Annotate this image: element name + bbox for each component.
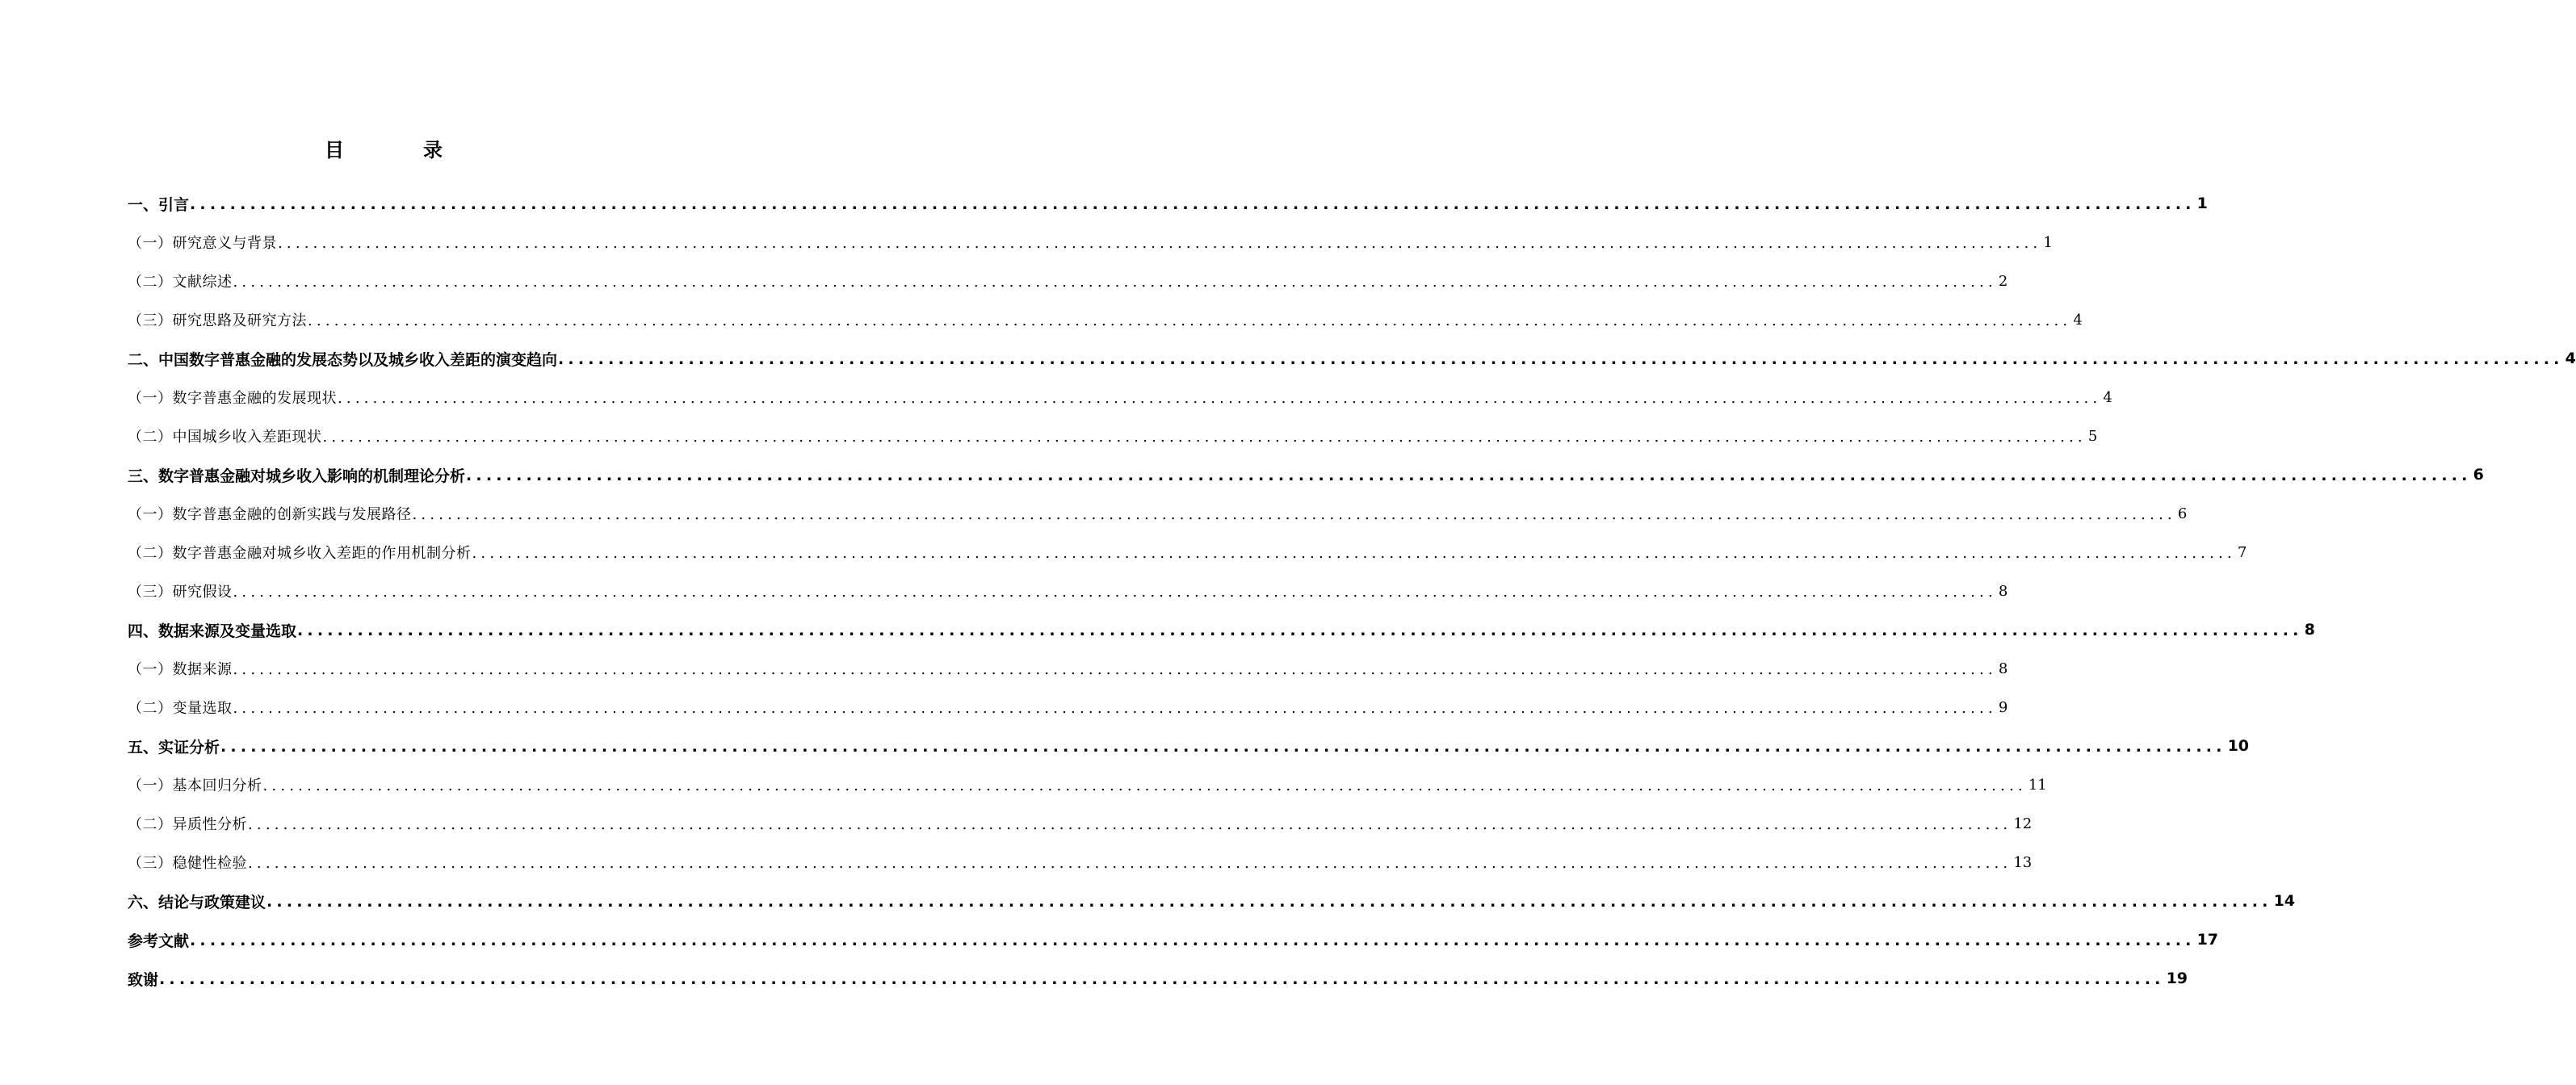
toc-entry-page: 11 bbox=[2028, 776, 2047, 794]
dot-leader: ........................................................................................................................................................................................................ bbox=[248, 854, 2012, 872]
toc-entry-page: 6 bbox=[2473, 466, 2484, 484]
dot-leader: ........................................................................................................................................................................................................ bbox=[262, 777, 2027, 794]
toc-title-part1: 目 bbox=[325, 139, 344, 161]
toc-entry-1[interactable] bbox=[128, 184, 2208, 223]
toc-entry-label: 四、数据来源及变量选取 bbox=[128, 622, 297, 640]
dot-leader: ........................................................................................................................................................................................................ bbox=[233, 660, 1997, 678]
toc-entry-label: 参考文献 bbox=[128, 932, 190, 950]
toc-entry-page: 2 bbox=[1998, 272, 2008, 290]
table-of-contents bbox=[128, 184, 2576, 998]
dot-leader: ........................................................................................................................................................................................................ bbox=[338, 389, 2102, 407]
toc-entry-page: 12 bbox=[2013, 815, 2033, 832]
toc-entry-page: 8 bbox=[1998, 660, 2008, 677]
toc-entry-5-2[interactable] bbox=[128, 804, 2033, 843]
toc-entry-label: 六、结论与政策建议 bbox=[128, 893, 266, 911]
toc-entry-label: 二、中国数字普惠金融的发展态势以及城乡收入差距的演变趋向 bbox=[128, 350, 558, 369]
toc-entry-2-2[interactable] bbox=[128, 417, 2098, 455]
toc-entry-2[interactable] bbox=[128, 339, 2576, 378]
toc-entry-3[interactable] bbox=[128, 455, 2484, 494]
toc-entry-label: （二）文献综述 bbox=[128, 274, 233, 291]
toc-entry-1-1[interactable] bbox=[128, 223, 2053, 262]
toc-entry-1-3[interactable] bbox=[128, 300, 2083, 339]
toc-entry-label: 五、实证分析 bbox=[128, 738, 220, 756]
toc-entry-label: 致谢 bbox=[128, 970, 159, 989]
dot-leader: ........................................................................................................................................................................................................ bbox=[266, 893, 2272, 911]
dot-leader: ........................................................................................................................................................................................................ bbox=[233, 699, 1997, 717]
dot-leader: ........................................................................................................................................................................................................ bbox=[558, 350, 2564, 368]
toc-entry-page: 8 bbox=[1998, 582, 2008, 600]
toc-entry-page: 1 bbox=[2196, 195, 2208, 212]
toc-entry-label: （三）研究假设 bbox=[128, 584, 233, 601]
toc-entry-label: （二）异质性分析 bbox=[128, 816, 247, 833]
dot-leader: ........................................................................................................................................................................................................ bbox=[412, 505, 2176, 523]
toc-entry-3-2[interactable] bbox=[128, 533, 2247, 572]
toc-entry-3-3[interactable] bbox=[128, 572, 2008, 610]
toc-entry-page: 10 bbox=[2227, 737, 2250, 755]
toc-entry-page: 9 bbox=[1998, 698, 2008, 716]
dot-leader: ........................................................................................................................................................................................................ bbox=[190, 195, 2196, 213]
toc-entry-4-2[interactable] bbox=[128, 688, 2008, 727]
toc-entry-1-2[interactable] bbox=[128, 262, 2008, 300]
dot-leader: ........................................................................................................................................................................................................ bbox=[159, 970, 2165, 988]
toc-entry-acknowledgements[interactable] bbox=[128, 959, 2188, 998]
toc-entry-page: 7 bbox=[2237, 543, 2247, 561]
toc-entry-label: （三）研究思路及研究方法 bbox=[128, 312, 307, 329]
toc-entry-label: 一、引言 bbox=[128, 195, 190, 214]
toc-entry-page: 4 bbox=[2073, 311, 2083, 329]
toc-entry-references[interactable] bbox=[128, 920, 2219, 959]
toc-entry-label: （三）稳健性检验 bbox=[128, 855, 247, 872]
toc-entry-page: 19 bbox=[2166, 970, 2188, 987]
toc-entry-5-1[interactable] bbox=[128, 765, 2047, 804]
dot-leader: ........................................................................................................................................................................................................ bbox=[233, 273, 1997, 291]
toc-title-part2: 录 bbox=[423, 139, 443, 161]
toc-entry-page: 8 bbox=[2304, 621, 2315, 639]
toc-entry-label: （一）研究意义与背景 bbox=[128, 235, 277, 252]
toc-entry-5[interactable] bbox=[128, 727, 2250, 765]
toc-entry-label: （二）中国城乡收入差距现状 bbox=[128, 429, 322, 446]
toc-entry-label: （二）变量选取 bbox=[128, 700, 233, 717]
toc-entry-label: （一）数字普惠金融的发展现状 bbox=[128, 390, 337, 407]
dot-leader: ........................................................................................................................................................................................................ bbox=[278, 234, 2042, 252]
toc-entry-page: 5 bbox=[2087, 427, 2098, 445]
toc-entry-label: （一）数据来源 bbox=[128, 661, 233, 678]
dot-leader: ........................................................................................................................................................................................................ bbox=[322, 428, 2087, 446]
dot-leader: ........................................................................................................................................................................................................ bbox=[466, 467, 2472, 484]
dot-leader: ........................................................................................................................................................................................................ bbox=[472, 544, 2236, 562]
toc-entry-4[interactable] bbox=[128, 610, 2315, 649]
toc-entry-label: （二）数字普惠金融对城乡收入差距的作用机制分析 bbox=[128, 545, 472, 562]
toc-entry-3-1[interactable] bbox=[128, 494, 2188, 533]
toc-title bbox=[0, 136, 767, 165]
dot-leader: ........................................................................................................................................................................................................ bbox=[297, 622, 2303, 639]
dot-leader: ........................................................................................................................................................................................................ bbox=[308, 312, 2072, 329]
toc-entry-page: 17 bbox=[2196, 931, 2219, 949]
toc-entry-label: （一）数字普惠金融的创新实践与发展路径 bbox=[128, 506, 412, 523]
toc-entry-4-1[interactable] bbox=[128, 649, 2008, 688]
dot-leader: ........................................................................................................................................................................................................ bbox=[220, 738, 2226, 756]
toc-entry-6[interactable] bbox=[128, 882, 2296, 920]
dot-leader: ........................................................................................................................................................................................................ bbox=[190, 932, 2196, 949]
toc-entry-page: 4 bbox=[2103, 388, 2112, 406]
dot-leader: ........................................................................................................................................................................................................ bbox=[248, 815, 2012, 833]
toc-entry-label: （一）基本回归分析 bbox=[128, 777, 262, 794]
dot-leader: ........................................................................................................................................................................................................ bbox=[233, 583, 1997, 601]
toc-entry-label: 三、数字普惠金融对城乡收入影响的机制理论分析 bbox=[128, 467, 466, 485]
toc-entry-page: 6 bbox=[2177, 505, 2188, 522]
toc-entry-page: 13 bbox=[2013, 853, 2033, 871]
toc-entry-5-3[interactable] bbox=[128, 843, 2033, 882]
toc-entry-page: 4 bbox=[2565, 350, 2576, 367]
toc-entry-page: 14 bbox=[2273, 892, 2296, 910]
toc-entry-2-1[interactable] bbox=[128, 378, 2112, 417]
toc-entry-page: 1 bbox=[2043, 233, 2053, 251]
